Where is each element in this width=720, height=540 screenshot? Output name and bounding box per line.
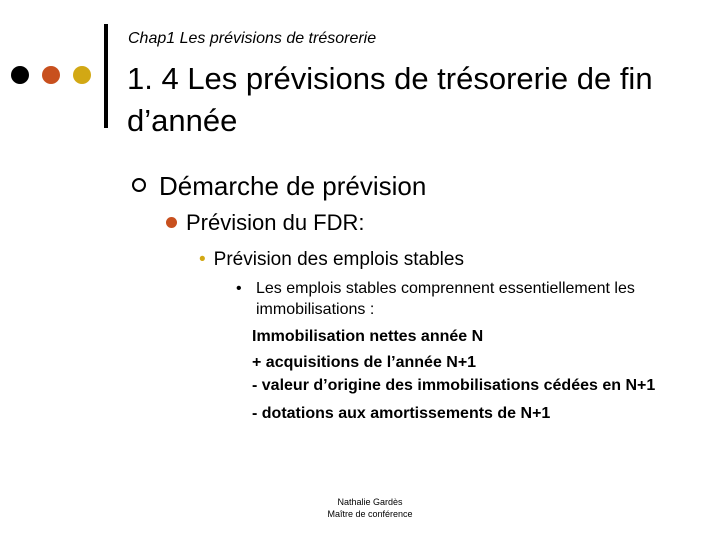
orange-dot-icon bbox=[42, 66, 60, 84]
level-1-text: Démarche de prévision bbox=[159, 171, 427, 201]
yellow-dot-icon bbox=[73, 66, 91, 84]
formula-line: Immobilisation nettes année N bbox=[252, 328, 484, 345]
hollow-circle-bullet-icon bbox=[132, 178, 146, 192]
level-3-text: Prévision des emplois stables bbox=[213, 249, 464, 270]
formula-lines bbox=[252, 324, 656, 427]
bullet-level-2 bbox=[166, 210, 365, 236]
slide-title: 1. 4 Les prévisions de trésorerie de fin d’année bbox=[127, 61, 653, 138]
formula-line: - dotations aux amortissements de N+1 bbox=[252, 405, 551, 422]
decorative-dots bbox=[8, 66, 98, 86]
level-2-text: Prévision du FDR: bbox=[186, 210, 365, 235]
formula-line: + acquisitions de l’année N+1 bbox=[252, 354, 477, 371]
footer-role: Maître de conférence bbox=[327, 509, 413, 519]
black-dot-icon bbox=[11, 66, 29, 84]
bullet-level-1 bbox=[132, 171, 426, 202]
title-divider bbox=[104, 24, 108, 128]
footer bbox=[270, 496, 470, 520]
yellow-dot-bullet-icon: • bbox=[199, 249, 206, 270]
footer-author: Nathalie Gardès bbox=[337, 497, 403, 507]
chapter-header: Chap1 Les prévisions de trésorerie bbox=[128, 30, 377, 47]
bullet-level-3 bbox=[199, 249, 464, 271]
dot-bullet-icon: • bbox=[236, 280, 242, 297]
bullet-level-4 bbox=[236, 278, 656, 427]
orange-circle-bullet-icon bbox=[166, 217, 177, 228]
formula-line: - valeur d’origine des immobilisations cédées en N+1 bbox=[252, 377, 656, 394]
level-4-intro: Les emplois stables comprennent essentiellement les immobilisations : bbox=[256, 280, 635, 318]
